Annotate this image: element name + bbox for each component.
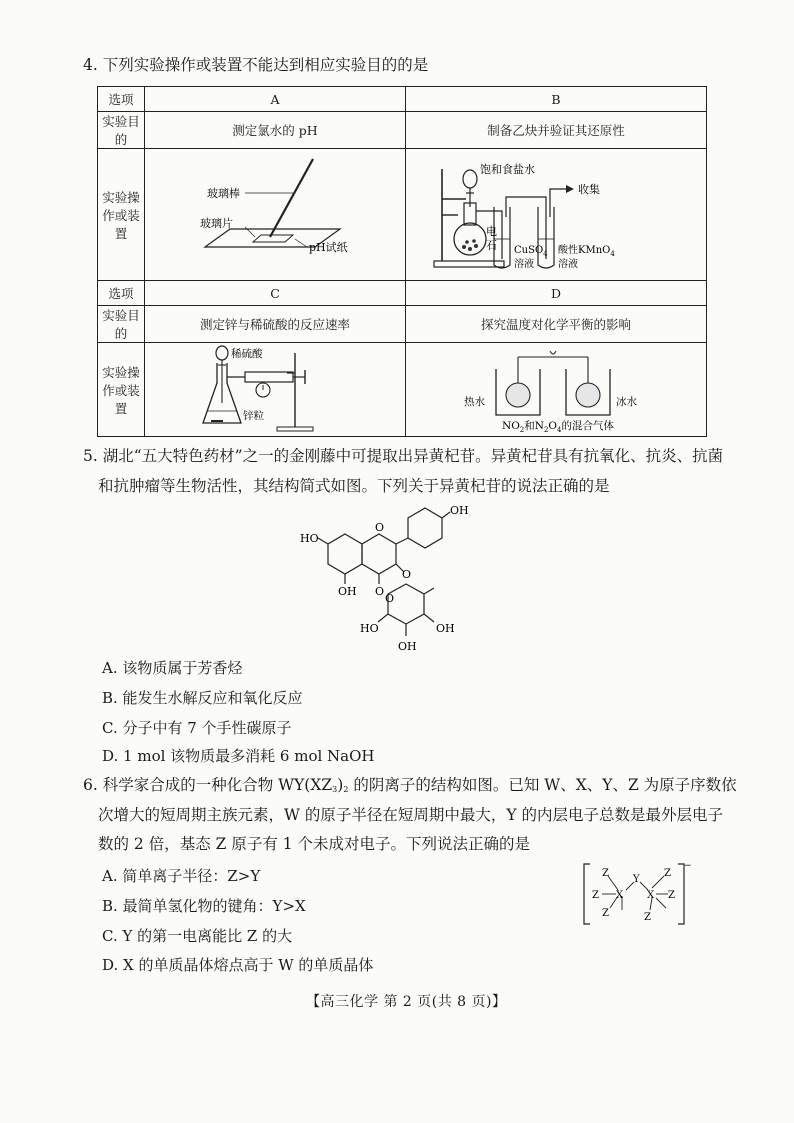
q4-experiment-table [97,86,707,437]
anion-y: Y [633,874,640,885]
anion-charge: − [684,861,692,871]
struct-oh-top: OH [450,504,469,517]
row-label-purpose-2: 实验目的 [98,306,145,343]
label-calcium-carbide-2: 石 [486,239,497,252]
option-d-apparatus [406,343,707,437]
q6-stem-line2: 次增大的短周期主族元素，W 的原子半径在短周期中最大，Y 的内层电子总数是最外层电子 [98,806,724,824]
q6-option-a: A. 简单离子半径：Z>Y [102,867,261,885]
option-b-purpose: 制备乙炔并验证其还原性 [406,112,707,149]
reaction-rate-diagram [145,343,405,433]
q4-stem: 4. 下列实验操作或装置不能达到相应实验目的的是 [83,56,429,74]
q5-option-b: B. 能发生水解反应和氧化反应 [102,689,303,707]
anion-structure [582,860,692,928]
label-kmno4-solution: 溶液 [558,259,578,270]
label-dilute-h2so4: 稀硫酸 [231,348,263,360]
struct-o-carbonyl: O [375,585,385,598]
label-gas-mixture: $NO_2$和$N_2O_4$的混合气体 [502,420,614,433]
equilibrium-temperature-diagram [406,343,706,433]
q5-option-c: C. 分子中有 7 个手性碳原子 [102,719,292,737]
q6-option-c: C. Y 的第一电离能比 Z 的大 [102,927,293,945]
anion-x-2: X [647,890,655,901]
struct-ho-left: HO [300,532,319,545]
anion-z-2: Z [592,890,599,901]
ph-test-diagram [145,149,405,277]
row-label-option-2: 选项 [98,281,145,306]
option-c-apparatus [145,343,406,437]
option-d-purpose: 探究温度对化学平衡的影响 [406,306,707,343]
struct-o-ring: O [375,521,385,534]
label-glass-plate: 玻璃片 [200,217,233,230]
row-label-apparatus: 实验操作或装置 [98,149,145,281]
q5-stem-line2: 和抗肿瘤等生物活性，其结构简式如图。下列关于异黄杞苷的说法正确的是 [98,477,610,495]
anion-z-3: Z [664,868,671,879]
option-d-letter: D [406,281,707,306]
struct-ho-sugar: HO [360,622,379,635]
q5-option-d: D. 1 mol 该物质最多消耗 6 mol NaOH [102,747,375,765]
q6-stem-line3: 数的 2 倍，基态 Z 原子有 1 个未成对电子。下列说法正确的是 [98,835,531,853]
label-collect: 收集 [578,183,600,196]
label-hot-water: 热水 [464,396,485,408]
label-kmno4: 酸性KMnO$_4$ [558,245,615,258]
label-cuso4-solution: 溶液 [514,259,534,270]
option-b-letter: B [406,87,707,112]
page-footer: 【高三化学 第 2 页(共 8 页)】 [306,994,507,1010]
struct-oh-sugar-1: OH [436,622,455,635]
struct-o-sugar: O [385,592,395,605]
option-a-apparatus [145,149,406,281]
isoengelitin-structure [300,498,490,658]
q5-stem-line1: 5. 湖北“五大特色药材”之一的金刚藤中可提取出异黄杞苷。异黄杞苷具有抗氧化、抗炎、抗菌 [83,447,724,465]
struct-o-glycoside: O [402,568,412,581]
struct-oh-bottom: OH [338,585,357,598]
anion-x-1: X [616,890,624,901]
option-b-apparatus [406,149,707,281]
label-cuso4: CuSO$_4$ [514,245,548,258]
label-ph-paper: pH试纸 [309,241,348,254]
row-label-apparatus-2: 实验操作或装置 [98,343,145,437]
option-c-letter: C [145,281,406,306]
label-ice-water: 冰水 [616,396,637,408]
anion-z-1: Z [602,868,609,879]
acetylene-apparatus-diagram [406,149,706,277]
label-calcium-carbide-1: 电 [486,225,497,238]
row-label-option: 选项 [98,87,145,112]
option-a-letter: A [145,87,406,112]
q6-option-d: D. X 的单质晶体熔点高于 W 的单质晶体 [102,956,374,974]
option-a-purpose: 测定氯水的 pH [145,112,406,149]
row-label-purpose: 实验目的 [98,112,145,149]
anion-z-5: Z [602,908,609,919]
anion-z-4: Z [668,890,675,901]
q5-option-a: A. 该物质属于芳香烃 [102,659,243,677]
q6-stem-line1: 6. 科学家合成的一种化合物 $WY(XZ_3)_2$ 的阴离子的结构如图。已知 W、X、Y、Z 为原子序数依 [83,776,737,794]
label-glass-rod: 玻璃棒 [207,187,240,200]
anion-z-6: Z [644,912,651,923]
label-brine: 饱和食盐水 [480,163,535,176]
struct-oh-sugar-2: OH [398,640,417,653]
option-c-purpose: 测定锌与稀硫酸的反应速率 [145,306,406,343]
label-zinc-granules: 锌粒 [243,410,264,422]
q6-option-b: B. 最简单氢化物的键角：Y>X [102,897,306,915]
